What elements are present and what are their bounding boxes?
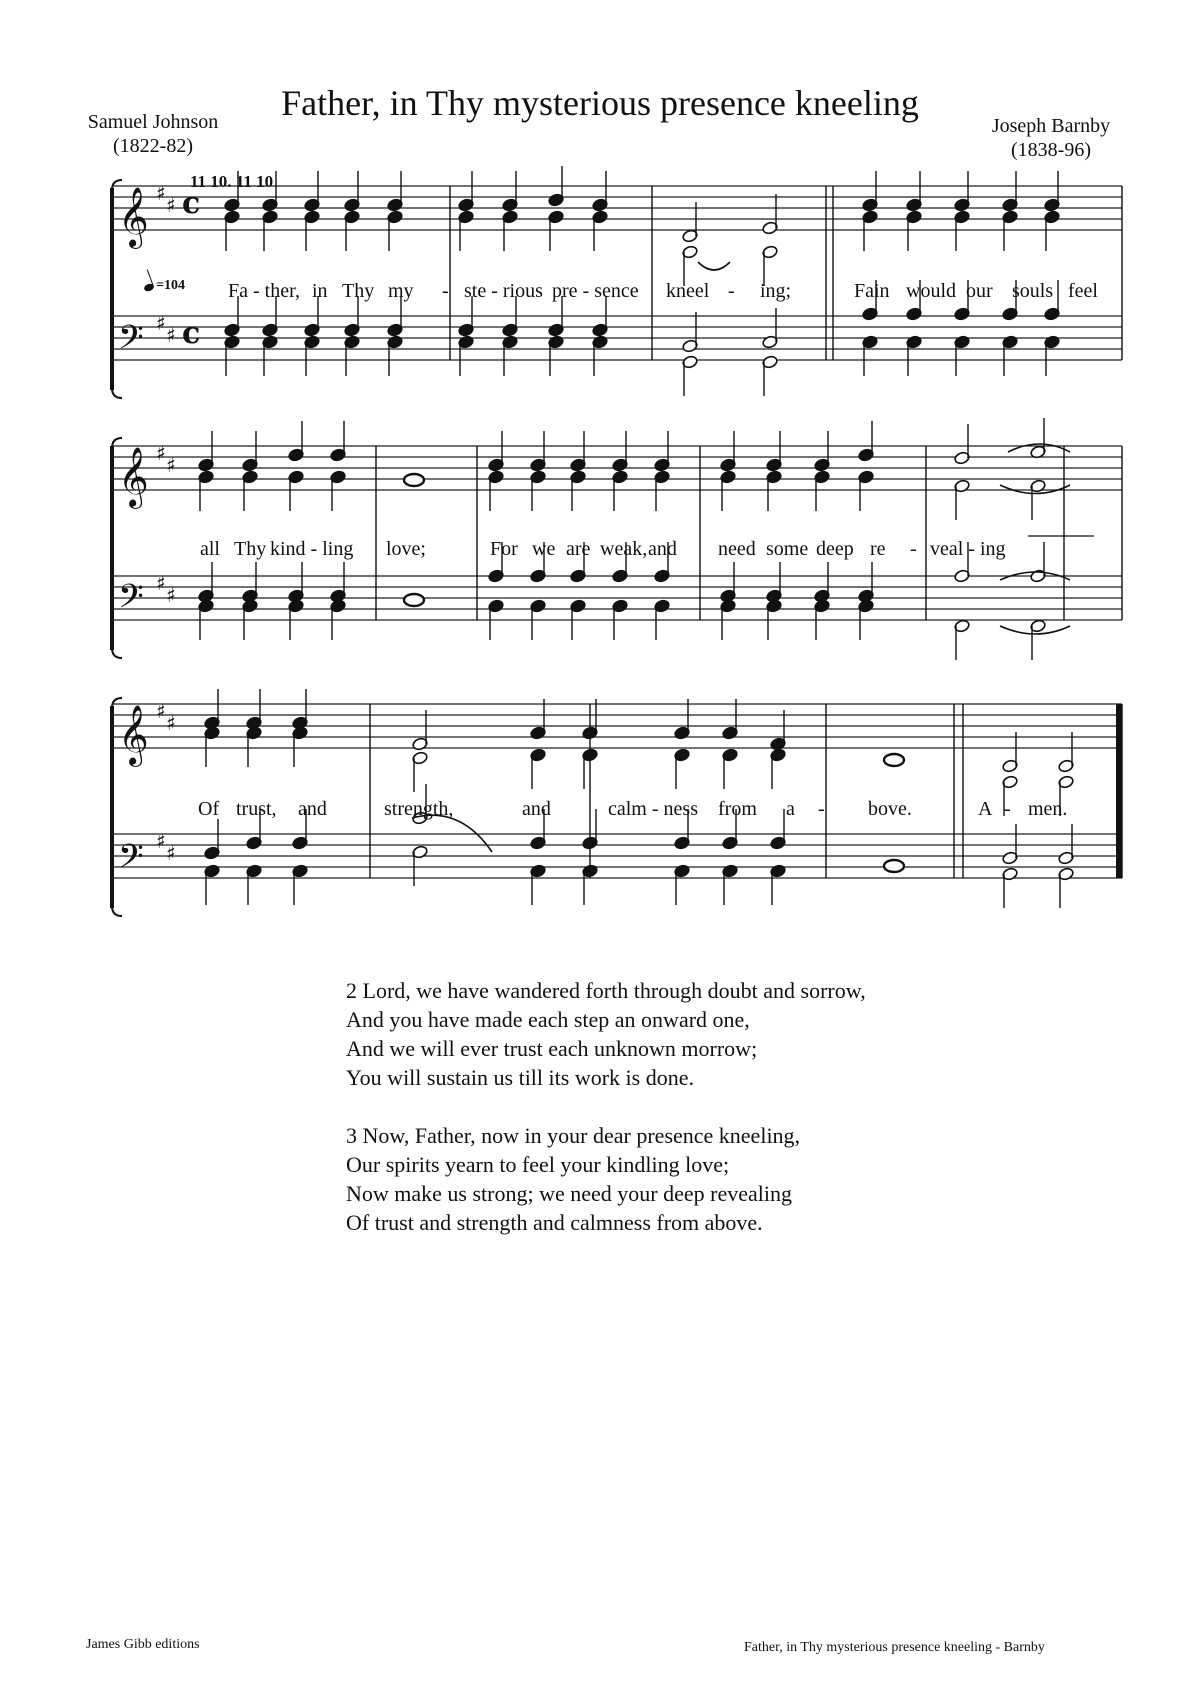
verse-line: And we will ever trust each unknown morrow;	[346, 1036, 758, 1061]
lyric-syllable: need	[718, 538, 756, 560]
treble-clef-icon: 𝄞	[118, 705, 149, 765]
lyric-syllable: and	[298, 798, 327, 820]
verse-line: Now make us strong; we need your deep revealing	[346, 1181, 792, 1206]
lyric-syllable: kind - ling	[270, 538, 354, 560]
verse-line: And you have made each step an onward one,	[346, 1007, 750, 1032]
lyric-syllable: my	[388, 280, 414, 302]
notes	[198, 166, 1075, 908]
svg-text:♯: ♯	[166, 583, 176, 607]
lyric-syllable: Fa - ther,	[228, 280, 300, 302]
lyric-syllable: kneel	[666, 280, 710, 302]
hymn-title: Father, in Thy mysterious presence kneeling	[281, 83, 919, 123]
meter-label: 11 10. 11 10	[190, 172, 274, 191]
lyric-syllable: trust,	[236, 798, 277, 820]
lyric-syllable: and	[522, 798, 551, 820]
common-time-icon: c	[182, 316, 201, 351]
lyric-syllable: men.	[1028, 798, 1068, 820]
key-signature-sharps	[156, 181, 176, 865]
lyric-syllable: from	[718, 798, 757, 820]
whole-note	[404, 594, 424, 606]
svg-text:♯: ♯	[156, 181, 166, 205]
bass-clef-icon: 𝄢	[118, 838, 144, 884]
verse-line: You will sustain us till its work is done.	[346, 1065, 694, 1090]
lyric-syllable: our	[966, 280, 993, 302]
lyric-syllable: all	[200, 538, 220, 560]
common-time-icon: c	[182, 186, 201, 221]
tempo-value: =104	[156, 278, 185, 293]
verse-2	[346, 976, 866, 1092]
lyric-syllable: are	[566, 538, 591, 560]
svg-text:♯: ♯	[166, 193, 176, 217]
lyric-syllable: -	[818, 798, 825, 820]
lyric-syllable: Fain	[854, 280, 890, 302]
lyric-syllable: -	[728, 280, 735, 302]
svg-text:♯: ♯	[156, 311, 166, 335]
lyric-syllable: some	[766, 538, 809, 560]
bass-clef-icon: 𝄢	[118, 578, 144, 624]
lyric-syllable: re	[870, 538, 886, 560]
lyric-syllable: pre - sence	[552, 280, 639, 302]
whole-note	[884, 754, 904, 766]
lyric-syllable: ste - rious	[464, 280, 543, 302]
lyric-syllable: we	[532, 538, 556, 560]
svg-text:♯: ♯	[166, 453, 176, 477]
running-footer: Father, in Thy mysterious presence kneeling - Barnby	[744, 1640, 1045, 1655]
composer-name: Joseph Barnby	[991, 115, 1111, 137]
lyric-syllable: deep	[816, 538, 854, 560]
svg-text:♯: ♯	[166, 711, 176, 735]
publisher-footer: James Gibb editions	[86, 1637, 200, 1652]
lyric-syllable: bove.	[868, 798, 912, 820]
verse-line: Our spirits yearn to feel your kindling love;	[346, 1152, 730, 1177]
svg-text:♯: ♯	[156, 699, 166, 723]
verse-3	[346, 1121, 866, 1237]
lyric-syllable: and	[648, 538, 677, 560]
lyric-syllable: would	[906, 280, 956, 302]
lyric-syllable: -	[442, 280, 449, 302]
additional-verses	[346, 976, 866, 1266]
final-barline	[1116, 704, 1122, 878]
lyric-syllable: feel	[1068, 280, 1098, 302]
lyric-syllable: -	[910, 538, 917, 560]
svg-text:♯: ♯	[156, 829, 166, 853]
lyric-syllable: strength,	[384, 798, 454, 820]
verse-line: 3 Now, Father, now in your dear presence kneeling,	[346, 1123, 801, 1148]
verse-line: 2 Lord, we have wandered forth through doubt and sorrow,	[346, 978, 866, 1003]
lyric-syllable: Thy	[342, 280, 375, 302]
composer-dates: (1838-96)	[1011, 139, 1091, 161]
lyric-syllable: in	[312, 280, 328, 302]
lyric-syllable: love;	[386, 538, 426, 560]
treble-clef-icon: 𝄞	[118, 447, 149, 507]
lyric-syllable: ing;	[760, 280, 792, 302]
lyric-syllable: -	[1004, 798, 1011, 820]
bass-clef-icon: 𝄢	[118, 319, 144, 365]
whole-note	[884, 860, 904, 872]
lyric-syllable: Thy	[234, 538, 267, 560]
svg-text:♯: ♯	[166, 323, 176, 347]
system-brackets	[112, 180, 122, 916]
lyric-syllable: veal - ing	[930, 538, 1006, 560]
treble-clef-icon: 𝄞	[118, 187, 149, 247]
clefs-and-signatures	[118, 181, 200, 884]
lyric-syllable: a	[786, 798, 795, 820]
verse-line: Of trust and strength and calmness from above.	[346, 1210, 763, 1235]
lyric-syllable: Of	[198, 798, 220, 820]
lyric-syllable: calm - ness	[608, 798, 698, 820]
author-name: Samuel Johnson	[87, 111, 219, 133]
lyric-syllable: For	[490, 538, 518, 560]
svg-text:♯: ♯	[156, 571, 166, 595]
lyric-syllable: weak,	[600, 538, 648, 560]
author-dates: (1822-82)	[113, 135, 193, 157]
svg-text:♯: ♯	[156, 441, 166, 465]
lyric-syllable: souls	[1012, 280, 1054, 302]
whole-note	[404, 474, 424, 486]
lyric-syllable: A	[978, 798, 993, 820]
svg-text:♯: ♯	[166, 841, 176, 865]
